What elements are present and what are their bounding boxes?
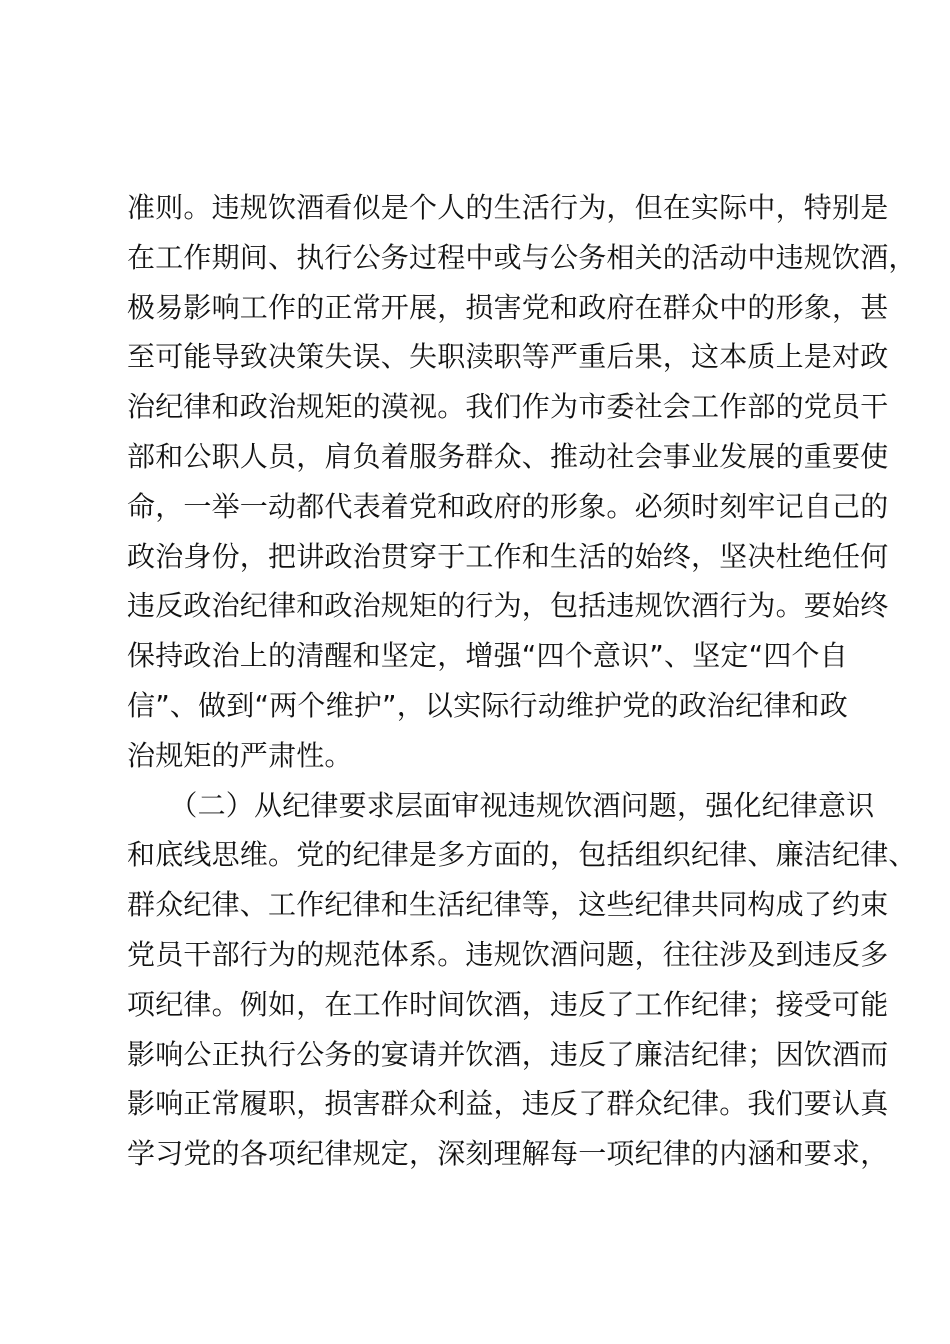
text-line: 部和公职人员，肩负着服务群众、推动社会事业发展的重要使 — [127, 439, 889, 473]
text-line: 违反政治纪律和政治规矩的行为，包括违规饮酒行为。要始终 — [127, 589, 889, 623]
text-line: 准则。违规饮酒看似是个人的生活行为，但在实际中，特别是 — [127, 191, 889, 224]
text-line: 群众纪律、工作纪律和生活纪律等，这些纪律共同构成了约束 — [127, 888, 889, 922]
body-text — [127, 183, 917, 1179]
text-line: 政治身份，把讲政治贯穿于工作和生活的始终，坚决杜绝任何 — [127, 539, 889, 573]
section-heading-line: （二）从纪律要求层面审视违规饮酒问题，强化纪律意识 — [127, 788, 875, 822]
text-line: 党员干部行为的规范体系。违规饮酒问题，往往涉及到违反多 — [127, 937, 889, 971]
text-line: 极易影响工作的正常开展，损害党和政府在群众中的形象，甚 — [127, 290, 889, 324]
text-line: 影响公正执行公务的宴请并饮酒，违反了廉洁纪律；因饮酒而 — [127, 1037, 889, 1071]
text-line: 和底线思维。党的纪律是多方面的，包括组织纪律、廉洁纪律、 — [127, 838, 917, 872]
text-line: 在工作期间、执行公务过程中或与公务相关的活动中违规饮酒， — [127, 240, 917, 274]
text-line: 治规矩的严肃性。 — [127, 738, 353, 772]
text-line: 保持政治上的清醒和坚定，增强“四个意识”、坚定“四个自 — [127, 639, 848, 673]
text-line: 治纪律和政治规矩的漠视。我们作为市委社会工作部的党员干 — [127, 390, 889, 424]
text-line: 命，一举一动都代表着党和政府的形象。必须时刻牢记自己的 — [127, 489, 889, 523]
text-line: 信”、做到“两个维护”，以实际行动维护党的政治纪律和政 — [127, 688, 848, 722]
text-line: 学习党的各项纪律规定，深刻理解每一项纪律的内涵和要求， — [127, 1137, 889, 1171]
text-line: 影响正常履职，损害群众利益，违反了群众纪律。我们要认真 — [127, 1087, 889, 1121]
text-line: 至可能导致决策失误、失职渎职等严重后果，这本质上是对政 — [127, 340, 889, 374]
text-line: 项纪律。例如，在工作时间饮酒，违反了工作纪律；接受可能 — [127, 987, 889, 1021]
